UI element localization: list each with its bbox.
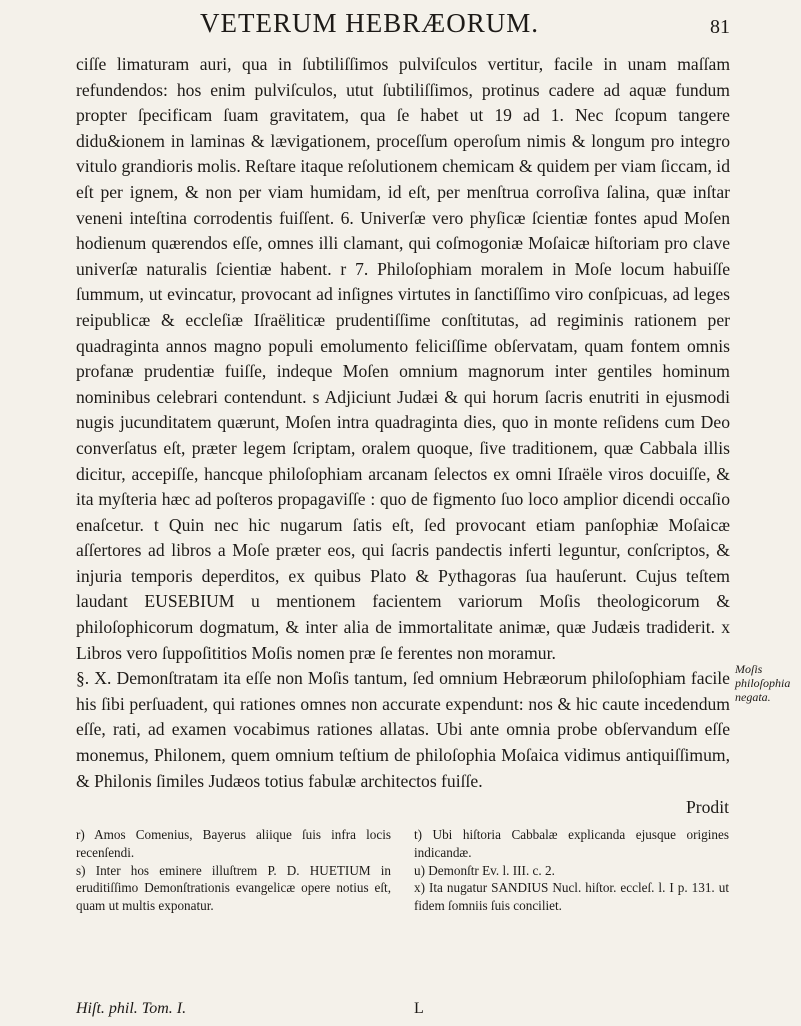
main-text: [76, 52, 730, 794]
page-number: 81: [710, 16, 730, 38]
footnote: s) Inter hos eminere illuſtrem P. D. HUETIUM in eruditiſſimo Demonſtrationis evangelicæ opere notius eſt, quam ut multis exponatur.: [76, 862, 391, 914]
signature-mark: L: [414, 1000, 424, 1017]
body-paragraph: ciſſe limaturam auri, qua in ſubtiliſſimos pulviſculos vertitur, facile in unam maſſam refundendos: hos enim pulviſculos, utut ſubtiliſſimos, protinus cadere ad aquæ fundum propter ſpecificam ſuam gravitatem, qua ſe habet ut 19 ad 1. Nec ſcopum tangere didu&ionem in laminas & lævigationem, proceſſum operoſum nimis & longum pro integro vitulo grandioris molis. Reſtare itaque reſolutionem chemicam & quidem per viam ſiccam, id eſt per ignem, & non per viam humidam, id eſt, per menſtrua corroſiva ſalina, quæ inſtar veneni inteſtina corrodentis fuiſſent. 6. Univerſæ vero phyſicæ ſcientiæ fontes apud Moſen hodienum quærendos eſſe, omnes illi clamant, qui coſmogoniæ Moſaicæ hiſtoriam pro clave univerſæ naturalis ſcientiæ habent. r 7. Philoſophiam moralem in Moſe locum habuiſſe ſummum, ut evincatur, provocant ad inſignes virtutes in ſanctiſſimo viro conſpicuas, ad leges reipublicæ & eccleſiæ Iſraëliticæ prudentiſſime conſtitutas, ad regiminis rationem per quadraginta annos magno populi emolumento feliciſſime obſervatam, quam fontem omnis profanæ prudentiæ fuiſſe, indeque Moſen omnium magnorum inter gentiles hominum nominibus celebrari contendunt. s Adjiciunt Judæi & qui horum ſacris enutriti in ejusmodi nugis jucunditatem quærunt, Moſen intra quadraginta dies, quo in monte reſidens cum Deo converſatus eſt, præter legem ſcriptam, oralem quoque, ſive traditionem, quæ Cabbala illis dicitur, accepiſſe, hancque philoſophiam arcanam ſelectos ex omni Iſraële viros docuiſſe, & ita myſteria hæc ad poſteros propagaviſſe : quo de figmento ſuo loco amplior dicendi occaſio enaſcetur. t Quin nec hic nugarum ſatis eſt, ſed provocant etiam panſophiæ Moſaicæ aſſertores ad libros a Moſe præter eos, qui ſacris pandectis inferti leguntur, conſcriptos, & injuria temporis deperditos, ex quibus Plato & Pythagoras ſua hauſerunt. Cujus teſtem laudant EUSEBIUM u mentionem facientem variorum Moſis theologicorum & philoſophicorum dogmatum, & inter alia de immortalitate animæ, quæ Judæis tradiderit. x Libros vero ſuppoſititios Moſis nomen præ ſe ferentes non moramur.: [76, 54, 730, 663]
footnote: t) Ubi hiſtoria Cabbalæ explicanda ejusque origines indicandæ.: [414, 827, 729, 860]
running-header: [200, 8, 730, 48]
footnote: r) Amos Comenius, Bayerus aliique ſuis infra locis recenſendi.: [76, 827, 391, 860]
signature-line: Hiſt. phil. Tom. I.: [76, 1000, 187, 1017]
footnotes-right-column: [414, 826, 729, 915]
footnote: x) Ita nugatur SANDIUS Nucl. hiſtor. eccleſ. l. I p. 131. ut fidem ſomniis ſuis conciliet.: [414, 880, 729, 914]
footnote: u) Demonſtr Ev. l. III. c. 2.: [414, 862, 555, 878]
footnotes-left-column: [76, 826, 391, 915]
catchword: Prodit: [685, 797, 729, 817]
section-paragraph: §. X. Demonſtratam ita eſſe non Moſis tantum, ſed omnium Hebræorum philoſophiam facile his ſibi perſuadent, qui rationes omnes non accurate expendunt: nos & hic caute incedendum eſſe, rati, ad examen vocabimus rationes allatas. Ubi ante omnia probe obſervandum eſſe monemus, Philonem, quem omnium teſtium de philoſophia Moſaica vidimus antiquiſſimum, & Philonis ſimiles Judæos totius fabulæ architectos fuiſſe.: [76, 668, 730, 791]
margin-note: Moſis philoſophia negata.: [735, 662, 791, 704]
running-title: VETERUM HEBRÆORUM.: [200, 8, 540, 38]
